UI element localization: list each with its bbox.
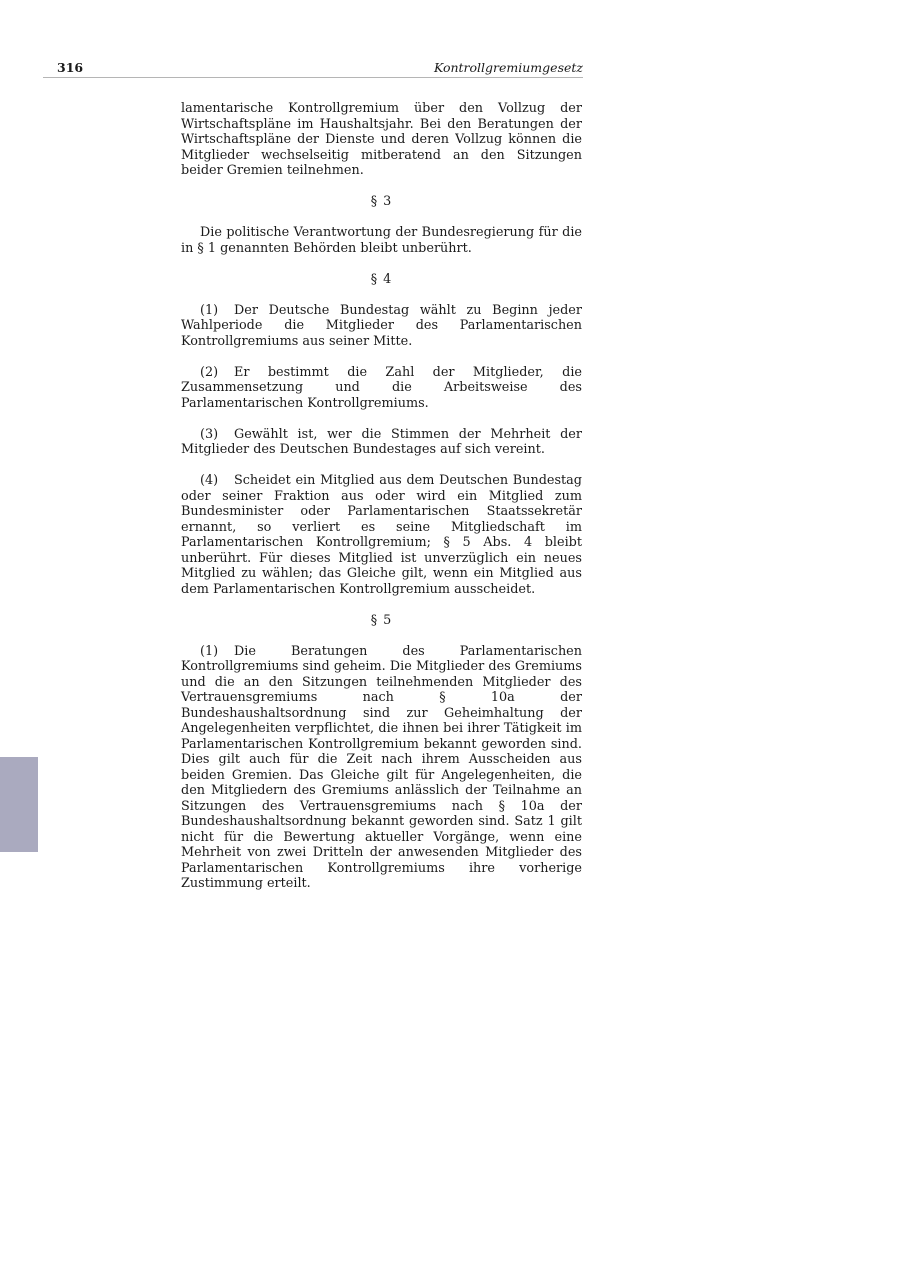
paragraph-text: Scheidet ein Mitglied aus dem Deutschen Bundestag oder seiner Fraktion aus oder wird ein Mitglied zum Bundesminister oder Parlamentarischen Staatssekretär ernannt, so verliert es seine Mitgliedschaft im Parlamentarischen Kontrollgremium; § 5 Abs. 4 bleibt unberührt. Für dieses Mitglied ist unverzüglich ein neues Mitglied zu wählen; das Gleiche gilt, wenn ein Mitglied aus dem Parlamentarischen Kontrollgremium ausscheidet. — [181, 473, 582, 597]
paragraph-text: Der Deutsche Bundestag wählt zu Beginn jeder Wahlperiode die Mitglieder des Parlamentarischen Kontrollgremiums aus seiner Mitte. — [181, 302, 582, 349]
paragraph-number: (2) — [200, 364, 219, 380]
section-4-heading: § 4 — [370, 271, 393, 287]
section-5-paragraph-1 — [181, 644, 582, 892]
thumb-index-tab — [0, 757, 38, 852]
page-header — [43, 58, 583, 78]
section-5-heading: § 5 — [370, 612, 393, 628]
paragraph-text: Gewählt ist, wer die Stimmen der Mehrheit der Mitglieder des Deutschen Bundestages auf sich vereint. — [181, 426, 582, 457]
text-column — [181, 101, 582, 892]
paragraph-text: Er bestimmt die Zahl der Mitglieder, die Zusammensetzung und die Arbeitsweise des Parlamentarischen Kontrollgremiums. — [181, 364, 582, 411]
paragraph-number: (1) — [200, 643, 219, 659]
paragraph-number: (4) — [200, 473, 219, 488]
section-4-paragraph-3 — [181, 427, 582, 458]
page-number: 316 — [57, 60, 84, 75]
running-title: Kontrollgremiumgesetz — [433, 60, 583, 75]
paragraph-text: Die Beratungen des Parlamentarischen Kontrollgremiums sind geheim. Die Mitglieder des Gremiums und die an den Sitzungen teilnehmenden Mitglieder des Vertrauensgremiums nach § 10a der Bundeshaushaltsordnung sind zur Geheimhaltung der Angelegenheiten verpflichtet, die ihnen bei ihrer Tätigkeit im Parlamentarischen Kontrollgremium bekannt geworden sind. Dies gilt auch für die Zeit nach ihrem Ausscheiden aus beiden Gremien. Das Gleiche gilt für Angelegenheiten, die den Mitgliedern des Gremiums anlässlich der Teilnahme an Sitzungen des Vertrauensgremiums nach § 10a der Bundeshaushaltsordnung bekannt geworden sind. Satz 1 gilt nicht für die Bewertung aktueller Vorgänge, wenn eine Mehrheit von zwei Dritteln der anwesenden Mitglieder des Parlamentarischen Kontrollgremiums ihre vorherige Zustimmung erteilt. — [181, 643, 582, 891]
paragraph-number: (1) — [200, 302, 219, 318]
intro-paragraph: lamentarische Kontrollgremium über den Vollzug der Wirtschaftspläne im Haushaltsjahr. Bei den Beratungen der Wirtschaftspläne der Dienste und deren Vollzug können die Mitglieder wechselseitig mitberatend an den Sitzungen beider Gremien teilnehmen. — [181, 101, 582, 178]
section-4-paragraph-4 — [181, 473, 582, 597]
section-3-heading: § 3 — [370, 194, 393, 209]
section-4-paragraph-2 — [181, 365, 582, 412]
section-3-paragraph: Die politische Verantwortung der Bundesregierung für die in § 1 genannten Behörden bleibt unberührt. — [181, 225, 582, 256]
section-4-paragraph-1 — [181, 303, 582, 350]
paragraph-number: (3) — [200, 426, 219, 442]
